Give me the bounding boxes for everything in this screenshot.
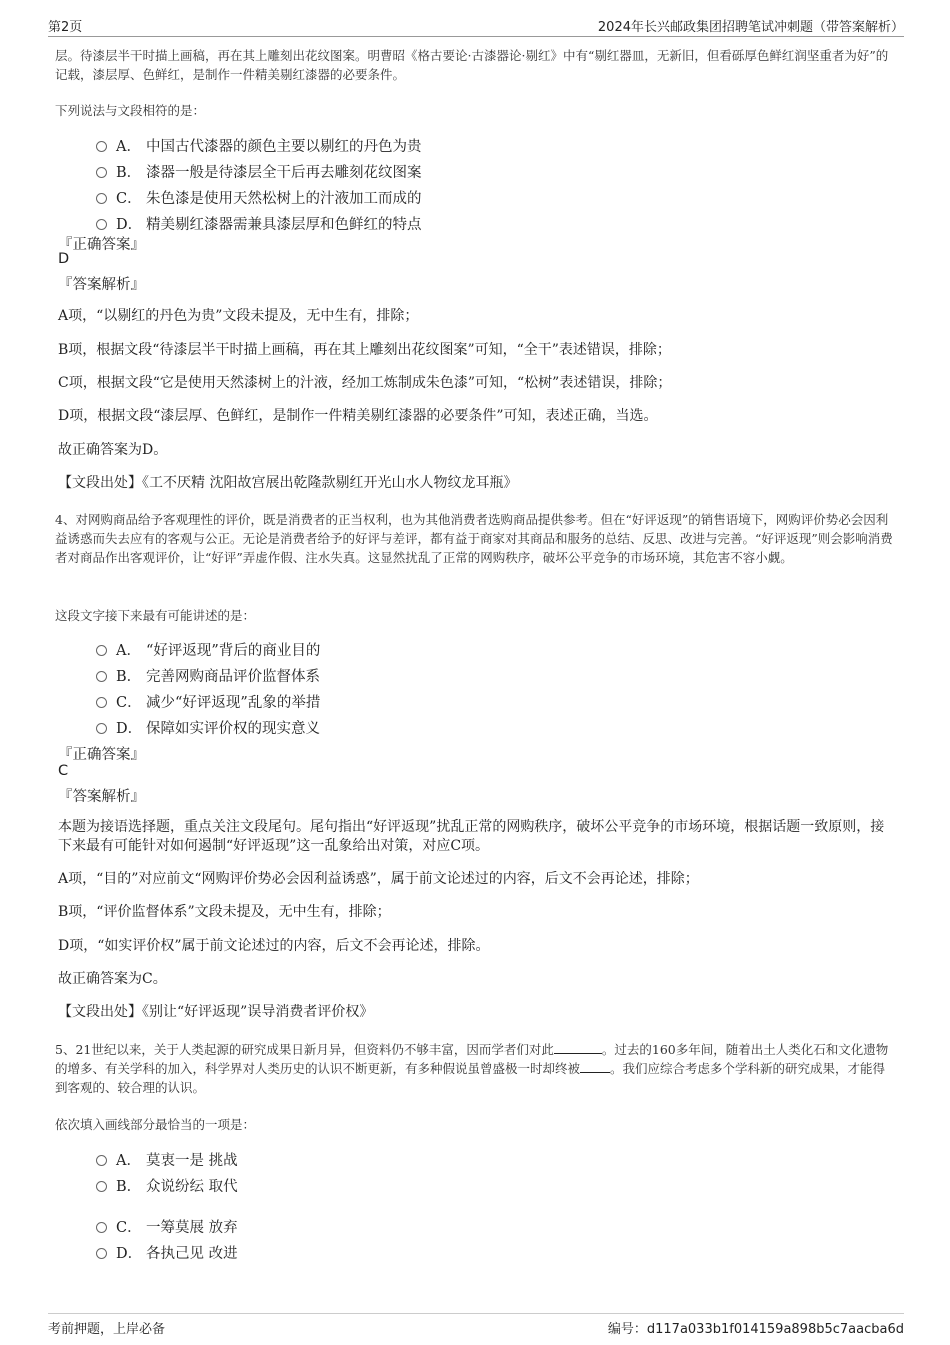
document-title: 2024年长兴邮政集团招聘笔试冲刺题（带答案解析） — [597, 20, 904, 35]
q3-passage-tail: 层。待漆层半干时描上画稿，再在其上雕刻出花纹图案。明曹昭《格古要论·古漆器论·剔红》中有“剔红器皿，无新旧，但看砾厚色鲜红润坚重者为好”的记载，漆层厚、色鲜红，是制作一件精美剔红漆器的必要条件。 — [55, 48, 889, 82]
radio-icon[interactable] — [96, 193, 107, 204]
q4-prompt: 这段文字接下来最有可能讲述的是： — [55, 608, 256, 623]
document-serial: 编号：d117a033b1f014159a898b5c7aacba6d — [607, 1322, 904, 1337]
q4-option-c[interactable]: C． 减少“好评返现”乱象的举措 — [96, 691, 320, 712]
q3-analysis-d: D项，根据文段“漆层厚、色鲜红，是制作一件精美剔红漆器的必要条件”可知，表述正确，当选。 — [58, 408, 658, 424]
radio-icon[interactable] — [96, 1155, 107, 1166]
q3-analysis-label: 『答案解析』 — [58, 277, 145, 293]
radio-icon[interactable] — [96, 671, 107, 682]
q3-conclusion: 故正确答案为D。 — [58, 442, 168, 458]
q5-prompt: 依次填入画线部分最恰当的一项是： — [55, 1117, 256, 1132]
q5-option-b[interactable]: B． 众说纷纭 取代 — [96, 1175, 238, 1196]
radio-icon[interactable] — [96, 1222, 107, 1233]
radio-icon[interactable] — [96, 1248, 107, 1259]
q4-analysis-d: D项，“如实评价权”属于前文论述过的内容，后文不会再论述，排除。 — [58, 938, 490, 954]
q5-option-c[interactable]: C． 一筹莫展 放弃 — [96, 1216, 238, 1237]
fill-blank-2 — [580, 1059, 610, 1073]
q3-option-a[interactable]: A． 中国古代漆器的颜色主要以剔红的丹色为贵 — [96, 135, 422, 156]
radio-icon[interactable] — [96, 697, 107, 708]
q3-analysis-a: A项，“以剔红的丹色为贵”文段未提及，无中生有，排除； — [58, 308, 419, 324]
radio-icon[interactable] — [96, 141, 107, 152]
q3-option-d[interactable]: D． 精美剔红漆器需兼具漆层厚和色鲜红的特点 — [96, 213, 422, 234]
q3-answer: D — [58, 251, 70, 267]
q4-option-b[interactable]: B． 完善网购商品评价监督体系 — [96, 665, 320, 686]
radio-icon[interactable] — [96, 1181, 107, 1192]
page-header — [48, 14, 904, 37]
fill-blank-1 — [554, 1040, 602, 1054]
footer-slogan: 考前押题，上岸必备 — [48, 1322, 166, 1337]
q3-option-b[interactable]: B． 漆器一般是待漆层全干后再去雕刻花纹图案 — [96, 161, 422, 182]
radio-icon[interactable] — [96, 219, 107, 230]
q3-source: 【文段出处】《工不厌精 沈阳故宫展出乾隆款剔红开光山水人物纹龙耳瓶》 — [58, 475, 518, 491]
q4-conclusion: 故正确答案为C。 — [58, 971, 167, 987]
q5-passage: 5、21世纪以来，关于人类起源的研究成果日新月异，但资料仍不够丰富，因而学者们对此 。过去的160多年间，随着出土人类化石和文化遗物的增多、有关学科的加入，科学界对人类历史的认识不断更新，有多种假说虽曾盛极一时却终被 。我们应综合考虑多个学科新的研究成果，才能得到客观的、较合理的认识。 — [55, 1042, 889, 1095]
q4-analysis-label: 『答案解析』 — [58, 789, 145, 805]
radio-icon[interactable] — [96, 167, 107, 178]
radio-icon[interactable] — [96, 645, 107, 656]
q3-option-c[interactable]: C． 朱色漆是使用天然松树上的汁液加工而成的 — [96, 187, 422, 208]
q4-analysis-intro: 本题为接语选择题，重点关注文段尾句。尾句指出“好评返现”扰乱正常的网购秩序，破坏公平竞争的市场环境，根据话题一致原则，接下来最有可能针对如何遏制“好评返现”这一乱象给出对策，对应C项。 — [58, 819, 885, 854]
radio-icon[interactable] — [96, 723, 107, 734]
q4-option-d[interactable]: D． 保障如实评价权的现实意义 — [96, 717, 320, 738]
page-footer — [48, 1313, 904, 1336]
q4-passage: 4、对网购商品给予客观理性的评价，既是消费者的正当权利，也为其他消费者选购商品提供参考。但在“好评返现”的销售语境下，网购评价势必会因利益诱惑而失去应有的客观与公正。无论是消费者给予的好评与差评，都有益于商家对其商品和服务的总结、反思、改进与完善。“好评返现”则会影响消费者对商品作出客观评价，让“好评”弄虚作假、注水失真。这显然扰乱了正常的网购秩序，破坏公平竞争的市场环境，其危害不容小觑。 — [55, 512, 893, 565]
q3-analysis-b: B项，根据文段“待漆层半干时描上画稿，再在其上雕刻出花纹图案”可知，“全干”表述错误，排除； — [58, 342, 671, 358]
q4-analysis-b: B项，“评价监督体系”文段未提及，无中生有，排除； — [58, 904, 391, 920]
q3-prompt: 下列说法与文段相符的是： — [55, 103, 206, 118]
q4-source: 【文段出处】《别让“好评返现”误导消费者评价权》 — [58, 1004, 374, 1020]
page-number: 第2页 — [48, 20, 83, 35]
q5-option-d[interactable]: D． 各执己见 改进 — [96, 1242, 238, 1263]
q4-answer-label: 『正确答案』 — [58, 747, 145, 763]
q3-analysis-c: C项，根据文段“它是使用天然漆树上的汁液，经加工炼制成朱色漆”可知，“松树”表述错误，排除； — [58, 375, 672, 391]
q3-answer-label: 『正确答案』 — [58, 237, 145, 253]
q5-option-a[interactable]: A． 莫衷一是 挑战 — [96, 1149, 238, 1170]
q4-option-a[interactable]: A． “好评返现”背后的商业目的 — [96, 639, 320, 660]
q4-analysis-a: A项，“目的”对应前文“网购评价势必会因利益诱惑”，属于前文论述过的内容，后文不会再论述，排除； — [58, 871, 699, 887]
q4-answer: C — [58, 763, 69, 779]
